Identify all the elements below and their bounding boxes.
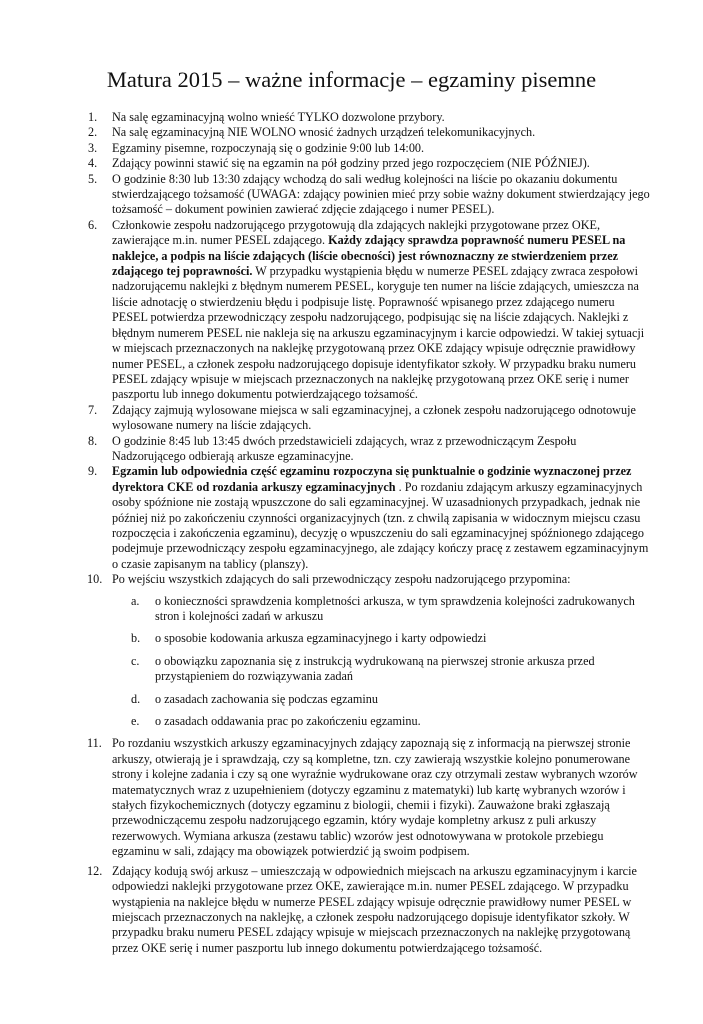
sublist-item — [112, 692, 650, 707]
item-number: 5. — [88, 171, 98, 186]
item-number: 9. — [88, 464, 98, 479]
sublist-letter: b. — [131, 631, 141, 646]
item-text: Na salę egzaminacyjną NIE WOLNO wnosić żadnych urządzeń telekomunikacyjnych. — [112, 125, 536, 140]
list-item — [88, 125, 650, 140]
sublist-letter: c. — [131, 653, 140, 668]
sublist-item — [112, 594, 650, 625]
item-text: Egzaminy pisemne, rozpoczynają się o godzinie 9:00 lub 14:00. — [112, 140, 425, 155]
list-item — [88, 110, 650, 125]
list-item — [88, 403, 650, 434]
sublist-text: o sposobie kodowania arkusza egzaminacyjnego i karty odpowiedzi — [155, 631, 487, 646]
list-item — [88, 464, 650, 572]
list-item — [88, 736, 650, 859]
page-title: Matura 2015 – ważne informacje – egzaminy pisemne — [106, 67, 597, 92]
item-text: Członkowie zespołu nadzorującego przygotowują dla zdających naklejki przygotowane przez OKE, zawierające m.in. numer PESEL zdającego. — [112, 217, 600, 248]
sublist-letter: d. — [131, 691, 141, 706]
list-item — [88, 156, 650, 171]
item-number: 2. — [88, 125, 98, 140]
sublist-item — [112, 654, 650, 685]
item-number: 6. — [88, 217, 98, 232]
item-text: O godzinie 8:45 lub 13:45 dwóch przedstawicieli zdających, wraz z przewodniczącym Zespołu Nadzorującego odbierają arkusze egzaminacyjne. — [112, 433, 577, 463]
sublist-text: o zasadach oddawania prac po zakończeniu egzaminu. — [155, 714, 421, 729]
list-item — [88, 864, 650, 956]
sublist-letter: a. — [131, 593, 140, 608]
item-text: Zdający kodują swój arkusz – umieszczają w odpowiednich miejscach na arkuszu egzaminacyjnym i karcie odpowiedzi naklejki przygotowane przez OKE, zawierające m.in. numer PESEL zdającego. W przypadku wystąpienia na naklejce błędu w numerze PESEL zdający wpisuje odręcznie prawidłowy numer PESEL w miejscach przeznaczonych na naklejkę, a członek zespołu nadzorującego dopisuje identyfikator szkoły. W przypadku braku numeru PESEL zdający wpisuje w miejscach przeznaczonych na naklejkę przygotowaną przez OKE serię i numer paszportu lub innego dokumentu potwierdzającego tożsamość. — [112, 863, 637, 955]
list-item — [88, 172, 650, 218]
item-text: O godzinie 8:30 lub 13:30 zdający wchodzą do sali według kolejności na liście po okazaniu dokumentu stwierdzającego tożsamość (UWAGA: zdający powinien mieć przy sobie ważny dokument stwierdzający jego tożsamość – dokument powinien zawierać zdjęcie zdającego i numer PESEL). — [112, 171, 650, 217]
item-text-continued: . Po rozdaniu zdającym arkuszy egzaminacyjnych osoby spóźnione nie zostają wpuszczone do sali egzaminacyjnej. W uzasadnionych przypadkach, jednak nie później niż po zakończeniu czynności organizacyjnych (tzn. z chwilą zapisania w widocznym miejscu czasu rozpoczęcia i zakończenia egzaminu), decyzję o wpuszczeniu do sali egzaminacyjnej spóźnionego zdającego podejmuje przewodniczący zespołu egzaminacyjnego, ale zdający kończy pracę z zestawem egzaminacyjnym o czasie zapisanym na tablicy (planszy). — [112, 479, 649, 571]
item-text: Zdający powinni stawić się na egzamin na pół godziny przed jego rozpoczęciem (NIE PÓŹNIEJ). — [112, 156, 590, 171]
reminder-sublist — [112, 594, 650, 730]
item-bold-text: Każdy zdający sprawdza poprawność numeru PESEL na naklejce, a podpis na liście zdających (liście obecności) jest równoznaczny ze stwierdzeniem przez zdającego tej poprawności. — [112, 233, 626, 279]
item-text: Na salę egzaminacyjną wolno wnieść TYLKO dozwolone przybory. — [112, 110, 445, 124]
item-number: 10. — [87, 572, 103, 587]
item-text-continued: W przypadku wystąpienia błędu w numerze PESEL zdający zwraca zespołowi nadzorującemu naklejki z błędnym numerem PESEL, koryguje ten numer na liście zdających, umieszcza na liście adnotację o stwierdzeniu błędu i podpisuje listę. Poprawność wpisanego przez zdającego numeru PESEL potwierdza przewodniczący zespołu nadzorującego, podpisując się na liście zdających. Naklejki z błędnym numerem PESEL nie nakleja się na arkuszu egzaminacyjnym i karcie odpowiedzi. W takiej sytuacji w miejscach przeznaczonych na naklejkę przygotowaną przez OKE zdający wpisuje odręcznie prawidłowy numer PESEL, a członek zespołu nadzorującego dopisuje identyfikator szkoły. W przypadku braku numeru PESEL zdający wpisuje w miejscach przeznaczonych na naklejkę przygotowaną przez OKE serię i numer paszportu lub innego dokumentu potwierdzającego tożsamość. — [112, 264, 645, 402]
list-item — [88, 218, 650, 403]
item-text: Po wejściu wszystkich zdających do sali przewodniczący zespołu nadzorującego przypomina: — [112, 572, 571, 587]
item-bold-text: Egzamin lub odpowiednia część egzaminu rozpoczyna się punktualnie o godzinie wyznaczonej przez dyrektora CKE od rozdania arkuszy egzaminacyjnych — [112, 464, 632, 494]
item-text: Po rozdaniu wszystkich arkuszy egzaminacyjnych zdający zapoznają się z informacją na pierwszej stronie arkuszy, otwierają je i sprawdzają, czy są kompletne, tzn. czy zawierają wszystkie kolejno ponumerowane strony i kolejne zadania i czy są one wyraźnie wydrukowane oraz czy otrzymali zestaw wybranych wzorów matematycznych wraz z uzupełnieniem (dotyczy egzaminu z matematyki) lub kartę wybranych wzorów i stałych fizykochemicznych (dotyczy egzaminu z biologii, chemii i fizyki). Zauważone braki zgłaszają przewodniczącemu zespołu nadzorującego egzamin, który wydaje kompletny arkusz z puli arkuszy rezerwowych. Wymiana arkusza (zestawu tablic) wzorów jest odnotowywana w protokole przebiegu egzaminu w sali, zdający ma obowiązek potwierdzić ją swoim podpisem. — [112, 736, 638, 859]
sublist-text: o konieczności sprawdzenia kompletności arkusza, w tym sprawdzenia kolejności zadrukowanych stron i kolejności zadań w arkuszu — [155, 593, 635, 623]
item-number: 7. — [88, 402, 98, 417]
sublist-item — [112, 631, 650, 646]
list-item — [88, 141, 650, 156]
sublist-letter: e. — [131, 714, 140, 729]
item-number: 12. — [87, 863, 103, 878]
sublist-item — [112, 714, 650, 729]
item-number: 4. — [88, 156, 98, 171]
instructions-list — [88, 110, 650, 956]
item-number: 11. — [87, 736, 102, 751]
list-item — [88, 434, 650, 465]
item-number: 3. — [88, 140, 98, 155]
list-item — [88, 572, 650, 729]
sublist-text: o obowiązku zapoznania się z instrukcją wydrukowaną na pierwszej stronie arkusza przed przystąpieniem do rozwiązywania zadań — [155, 653, 595, 684]
sublist-text: o zasadach zachowania się podczas egzaminu — [155, 691, 378, 706]
item-number: 1. — [88, 110, 98, 124]
item-text: Zdający zajmują wylosowane miejsca w sali egzaminacyjnej, a członek zespołu nadzorującego odnotowuje wylosowane numery na liście zdających. — [112, 402, 636, 433]
item-number: 8. — [88, 433, 98, 448]
